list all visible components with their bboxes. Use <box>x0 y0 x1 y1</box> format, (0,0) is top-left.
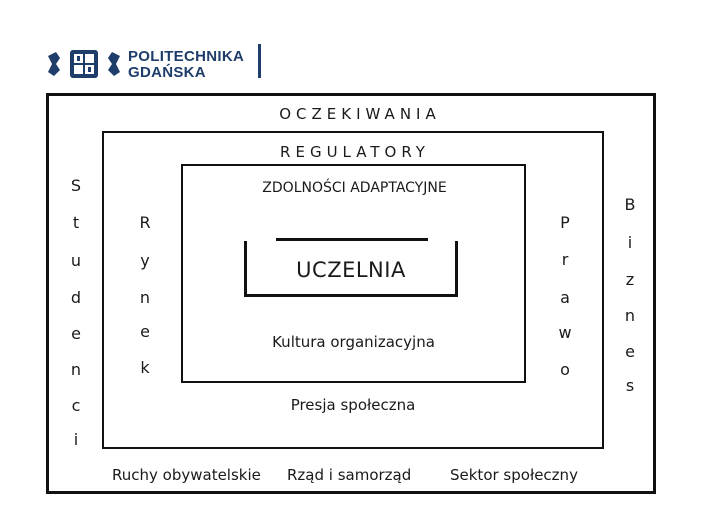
studenci-letter: e <box>71 324 81 343</box>
biznes-letter: i <box>627 233 633 252</box>
label-sektor-spoleczny: Sektor społeczny <box>450 466 578 484</box>
biznes-letter: e <box>625 342 635 361</box>
prawo-letter: w <box>558 323 572 342</box>
prawo-letter: P <box>560 213 570 232</box>
label-uczelnia: UCZELNIA <box>296 258 406 282</box>
label-kultura-organizacyjna: Kultura organizacyjna <box>272 333 435 351</box>
logo-name-line-2: GDAŃSKA <box>128 64 206 81</box>
biznes-letter: B <box>624 195 636 214</box>
prawo-letter: o <box>560 360 570 379</box>
label-presja-spoleczna: Presja społeczna <box>290 396 416 414</box>
studenci-letter: S <box>70 176 82 195</box>
rynek-letter: n <box>139 288 151 307</box>
label-rzad-i-samorzad: Rząd i samorząd <box>287 466 412 484</box>
university-crest-icon <box>46 46 122 82</box>
studenci-letter: d <box>70 288 82 307</box>
label-ruchy-obywatelskie: Ruchy obywatelskie <box>112 466 261 484</box>
label-regulatory: REGULATORY <box>280 143 430 161</box>
prawo-letter: a <box>560 288 570 307</box>
logo-divider-bar <box>258 44 261 78</box>
university-logo <box>46 44 286 84</box>
studenci-letter: n <box>70 360 82 379</box>
logo-name-line-1: POLITECHNIKA <box>128 48 245 65</box>
studenci-letter: i <box>73 430 79 449</box>
prawo-letter: r <box>561 250 569 269</box>
studenci-letter: u <box>70 251 82 270</box>
studenci-letter: c <box>71 396 81 415</box>
label-zdolnosci-adaptacyjne: ZDOLNOŚCI ADAPTACYJNE <box>262 180 447 196</box>
label-oczekiwania: OCZEKIWANIA <box>279 105 441 123</box>
biznes-letter: n <box>624 306 636 325</box>
rynek-letter: R <box>139 213 151 232</box>
rynek-letter: e <box>140 322 150 341</box>
studenci-letter: t <box>72 213 80 232</box>
rynek-letter: k <box>140 358 150 377</box>
biznes-letter: z <box>625 270 635 289</box>
biznes-letter: s <box>625 376 635 395</box>
rynek-letter: y <box>140 251 150 270</box>
